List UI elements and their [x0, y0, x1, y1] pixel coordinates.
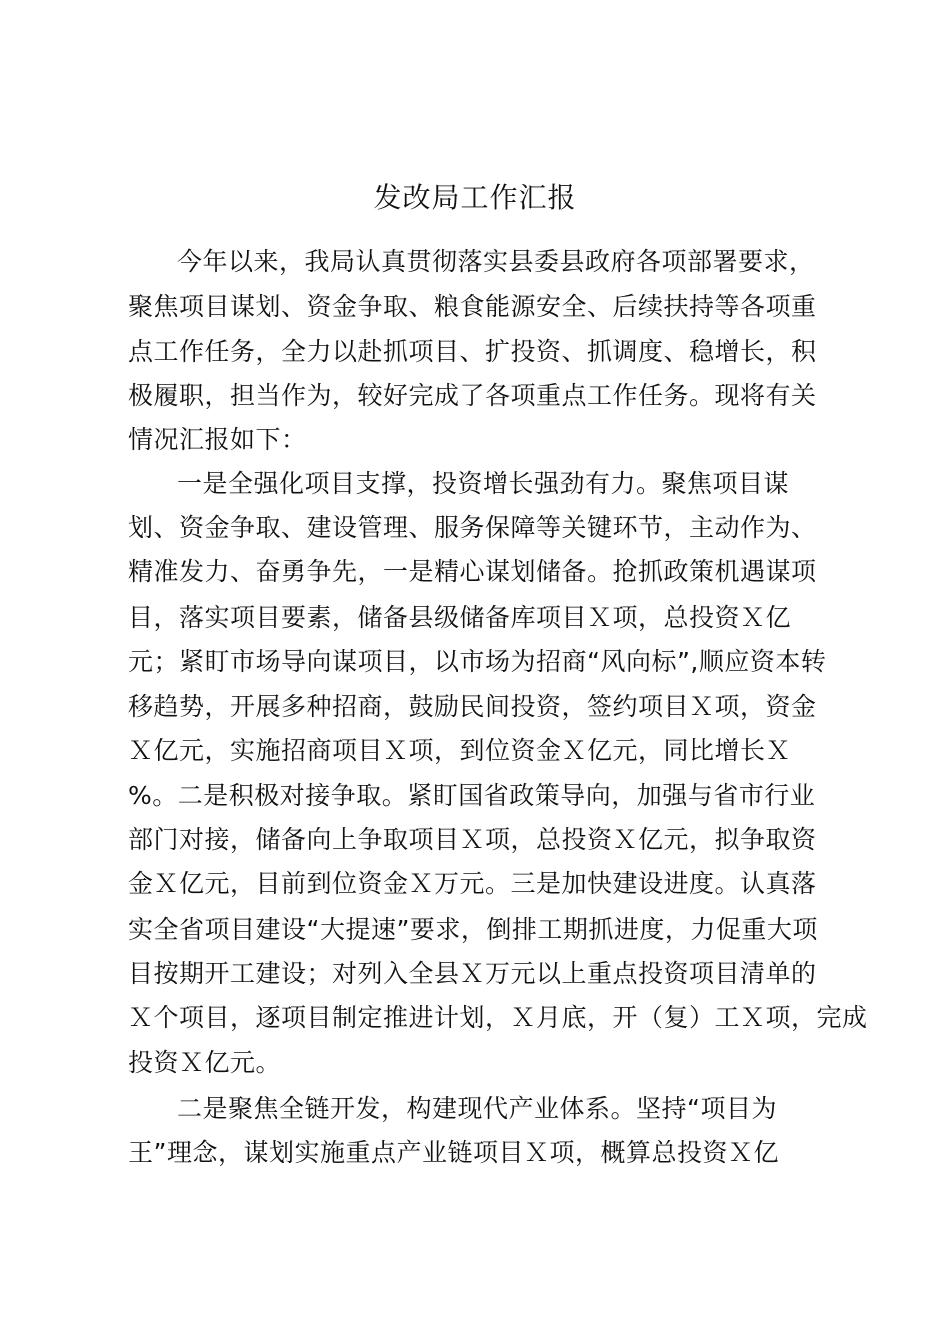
paragraph-line: 极履职，担当作为，较好完成了各项重点工作任务。现将有关 [128, 381, 817, 410]
paragraph-line: 今年以来，我局认真贯彻落实县委县政府各项部署要求， [177, 247, 815, 276]
paragraph-line: 目按期开工建设；对列入全县Ｘ万元以上重点投资项目清单的 [128, 959, 817, 988]
paragraph-line: 投资Ｘ亿元。 [128, 1048, 282, 1077]
paragraph-line: 部门对接，储备向上争取项目Ｘ项，总投资Ｘ亿元，拟争取资 [128, 825, 817, 854]
paragraph-line: %。二是积极对接争取。紧盯国省政策导向，加强与省市行业 [128, 781, 816, 810]
paragraph-line: Ｘ亿元，实施招商项目Ｘ项，到位资金Ｘ亿元，同比增长Ｘ [128, 736, 792, 765]
paragraph-line: 移趋势，开展多种招商，鼓励民间投资，签约项目Ｘ项，资金 [128, 692, 817, 721]
paragraph-line: 目，落实项目要素，储备县级储备库项目Ｘ项，总投资Ｘ亿 [128, 603, 792, 632]
paragraph-line: 情况汇报如下： [128, 425, 307, 454]
paragraph-line: 金Ｘ亿元，目前到位资金Ｘ万元。三是加快建设进度。认真落 [128, 869, 817, 898]
paragraph-line: 划、资金争取、建设管理、服务保障等关键环节，主动作为、 [128, 513, 817, 542]
paragraph-line: 元；紧盯市场导向谋项目，以市场为招商“风向标”,顺应资本转 [128, 647, 827, 676]
paragraph-line: 点工作任务，全力以赴抓项目、扩投资、抓调度、稳增长，积 [128, 337, 817, 366]
paragraph-line: 精准发力、奋勇争先，一是精心谋划储备。抢抓政策机遇谋项 [128, 557, 817, 586]
paragraph-line: Ｘ个项目，逐项目制定推进计划，Ｘ月底，开（复）工Ｘ项，完成 [128, 1003, 868, 1032]
paragraph-line: 一是全强化项目支撑，投资增长强劲有力。聚焦项目谋 [177, 469, 790, 498]
paragraph-line: 二是聚焦全链开发，构建现代产业体系。坚持“项目为 [177, 1094, 777, 1123]
paragraph-line: 王”理念，谋划实施重点产业链项目Ｘ项，概算总投资Ｘ亿 [128, 1138, 779, 1167]
paragraph-line: 聚焦项目谋划、资金争取、粮食能源安全、后续扶持等各项重 [128, 292, 817, 321]
document-title: 发改局工作汇报 [373, 181, 577, 214]
paragraph-line: 实全省项目建设“大提速”要求，倒排工期抓进度，力促重大项 [128, 915, 818, 944]
